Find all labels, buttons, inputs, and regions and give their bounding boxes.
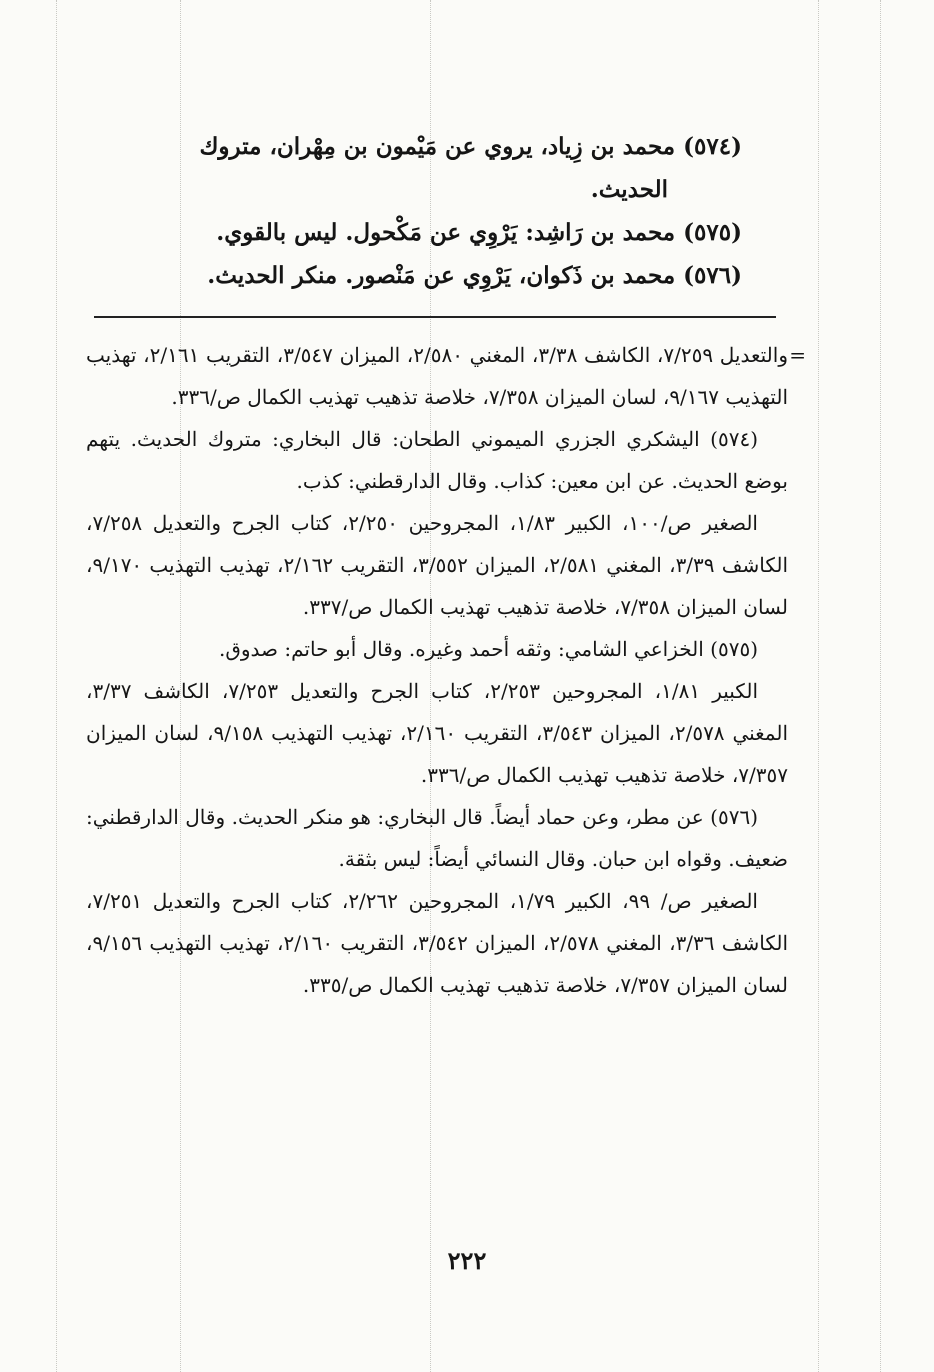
scan-margin-line: [818, 0, 819, 1372]
footnote-576: [86, 796, 788, 1006]
entry-574: [86, 125, 742, 211]
footnote-575: [86, 628, 788, 796]
main-entries: [86, 125, 742, 297]
continuation-marker: =: [789, 343, 806, 367]
footnote-biography: (٥٧٦) عن مطر، وعن حماد أيضاً. قال البخاري: هو منكر الحديث. وقال الدارقطني: ضعيف. وقواه ابن حبان. وقال النسائي أيضاً: ليس بثقة.: [86, 805, 788, 871]
footnote-references: الصغير ص/ ٩٩، الكبير ١/٧٩، المجروحين ٢/٢٦٢، كتاب الجرح والتعديل ٧/٢٥١، الكاشف ٣/٣٦، المغني ٢/٥٧٨، الميزان ٣/٥٤٢، التقريب ٢/١٦٠، تهذيب التهذيب ٩/١٥٦، لسان الميزان ٧/٣٥٧، خلاصة تذهيب تهذيب الكمال ص/٣٣٥.: [86, 889, 789, 997]
entry-576: [86, 254, 742, 297]
entry-number: (٥٧٥): [683, 219, 742, 246]
footnote-continued: [86, 334, 788, 418]
entry-text: محمد بن ذَكوان، يَرْوِي عن مَنْصور. منكر الحديث.: [207, 262, 676, 289]
entry-575: [86, 211, 742, 254]
entry-number: (٥٧٦): [683, 262, 742, 289]
entry-text: محمد بن رَاشِد: يَرْوِي عن مَكْحول. ليس بالقوي.: [216, 219, 676, 246]
footnote-biography: (٥٧٥) الخزاعي الشامي: وثقه أحمد وغيره. وقال أبو حاتم: صدوق.: [219, 637, 758, 661]
footnote-574: [86, 418, 788, 628]
footnote-references: والتعديل ٧/٢٥٩، الكاشف ٣/٣٨، المغني ٢/٥٨٠، الميزان ٣/٥٤٧، التقريب ٢/١٦١، تهذيب التهذيب ٩/١٦٧، لسان الميزان ٧/٣٥٨، خلاصة تذهيب تهذيب الكمال ص/٣٣٦.: [86, 343, 788, 409]
footnote-references: الصغير ص/١٠٠، الكبير ١/٨٣، المجروحين ٢/٢٥٠، كتاب الجرح والتعديل ٧/٢٥٨، الكاشف ٣/٣٩، المغني ٢/٥٨١، الميزان ٣/٥٥٢، التقريب ٢/١٦٢، تهذيب التهذيب ٩/١٧٠، لسان الميزان ٧/٣٥٨، خلاصة تذهيب تهذيب الكمال ص/٣٣٧.: [86, 511, 789, 619]
footnote-biography: (٥٧٤) اليشكري الجزري الميموني الطحان: قال البخاري: متروك الحديث. يتهم بوضع الحديث. عن ابن معين: كذاب. وقال الدارقطني: كذب.: [86, 427, 788, 493]
footnotes: [86, 334, 806, 1006]
entry-number: (٥٧٤): [683, 133, 742, 160]
scan-margin-line: [56, 0, 57, 1372]
page-number: ٢٢٢: [447, 1246, 487, 1275]
footnote-divider: [94, 316, 776, 318]
scan-margin-line: [880, 0, 881, 1372]
footnote-references: الكبير ١/٨١، المجروحين ٢/٢٥٣، كتاب الجرح والتعديل ٧/٢٥٣، الكاشف ٣/٣٧، المغني ٢/٥٧٨، الميزان ٣/٥٤٣، التقريب ٢/١٦٠، تهذيب التهذيب ٩/١٥٨، لسان الميزان ٧/٣٥٧، خلاصة تذهيب تهذيب الكمال ص/٣٣٦.: [86, 679, 789, 787]
entry-text: محمد بن زِياد، يروي عن مَيْمون بن مِهْران، متروك: [199, 133, 676, 160]
entry-continuation: الحديث.: [590, 176, 668, 203]
